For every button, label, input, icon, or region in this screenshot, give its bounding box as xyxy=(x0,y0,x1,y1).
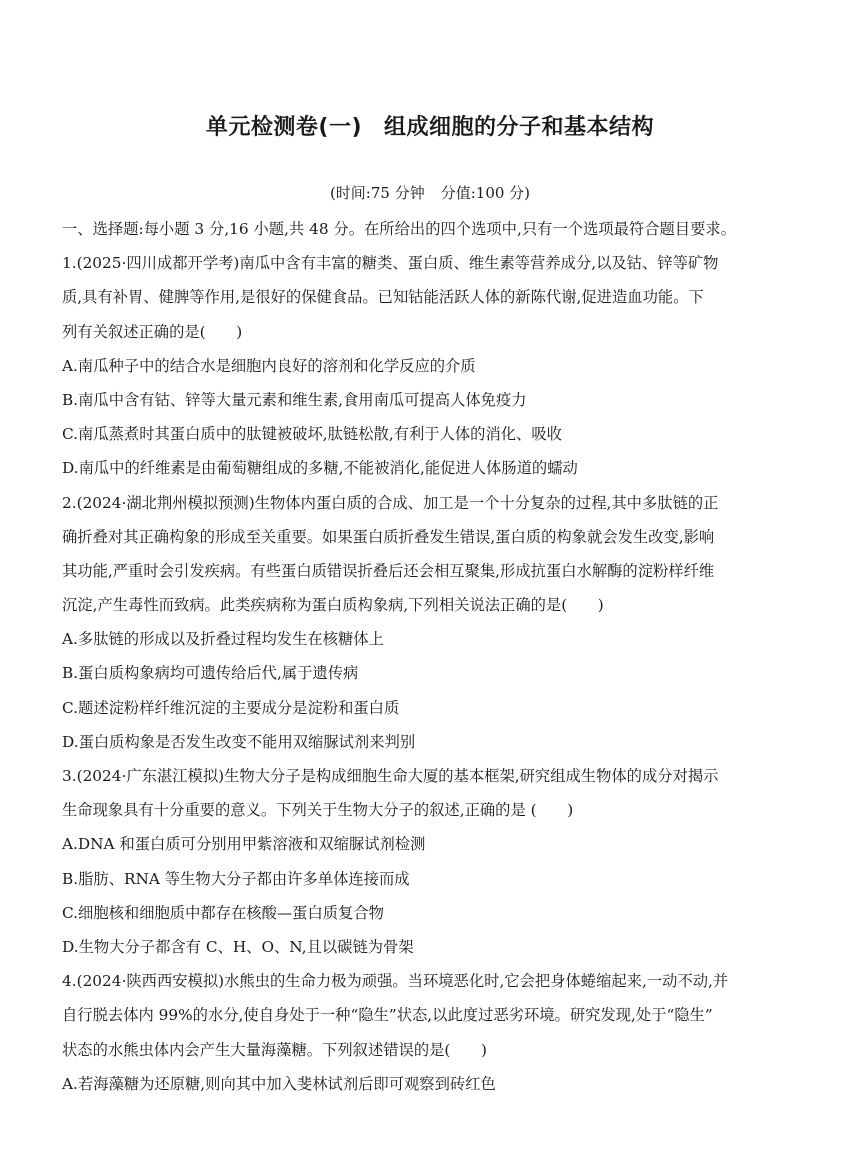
option-a: A.DNA 和蛋白质可分别用甲紫溶液和双缩脲试剂检测 xyxy=(62,835,426,854)
question-stem-line: 生命现象具有十分重要的意义。下列关于生物大分子的叙述,正确的是 ( ) xyxy=(62,801,574,820)
question-stem-line: 状态的水熊虫体内会产生大量海藻糖。下列叙述错误的是( ) xyxy=(62,1040,487,1059)
question-stem-line: 4.(2024·陕西西安模拟)水熊虫的生命力极为顽强。当环境恶化时,它会把身体蜷缩起来,一动不动,并 xyxy=(62,972,729,991)
option-b: B.南瓜中含有钴、锌等大量元素和维生素,食用南瓜可提高人体免疫力 xyxy=(62,390,527,409)
option-a: A.多肽链的形成以及折叠过程均发生在核糖体上 xyxy=(62,630,384,649)
question-stem-line: 其功能,严重时会引发疾病。有些蛋白质错误折叠后还会相互聚集,形成抗蛋白水解酶的淀粉样纤维 xyxy=(62,561,715,580)
total-score: 分值:100 分) xyxy=(440,184,531,202)
question-stem-line: 自行脱去体内 99%的水分,使自身处于一种“隐生”状态,以此度过恶劣环境。研究发现,处于“隐生” xyxy=(62,1006,713,1025)
section-heading: 一、选择题:每小题 3 分,16 小题,共 48 分。在所给出的四个选项中,只有一个选项最符合题目要求。 xyxy=(62,220,736,238)
option-b: B.脂肪、RNA 等生物大分子都由许多单体连接而成 xyxy=(62,869,410,888)
option-c: C.细胞核和细胞质中都存在核酸—蛋白质复合物 xyxy=(62,903,384,922)
page-title xyxy=(0,110,860,141)
question-1 xyxy=(62,246,802,485)
exam-meta xyxy=(0,182,860,203)
question-4 xyxy=(62,964,802,1101)
question-stem-line: 列有关叙述正确的是( ) xyxy=(62,322,243,341)
option-d: D.生物大分子都含有 C、H、O、N,且以碳链为骨架 xyxy=(62,937,414,956)
option-d: D.南瓜中的纤维素是由葡萄糖组成的多糖,不能被消化,能促进人体肠道的蠕动 xyxy=(62,459,578,478)
title-main: 单元检测卷(一) xyxy=(205,115,363,140)
option-d: D.蛋白质构象是否发生改变不能用双缩脲试剂来判别 xyxy=(62,732,416,751)
option-a: A.若海藻糖为还原糖,则向其中加入斐林试剂后即可观察到砖红色 xyxy=(62,1074,496,1093)
option-c: C.题述淀粉样纤维沉淀的主要成分是淀粉和蛋白质 xyxy=(62,698,400,717)
title-sub: 组成细胞的分子和基本结构 xyxy=(384,115,655,140)
question-stem-line: 2.(2024·湖北荆州模拟预测)生物体内蛋白质的合成、加工是一个十分复杂的过程,其中多肽链的正 xyxy=(62,493,719,512)
option-a: A.南瓜种子中的结合水是细胞内良好的溶剂和化学反应的介质 xyxy=(62,356,476,375)
option-b: B.蛋白质构象病均可遗传给后代,属于遗传病 xyxy=(62,664,359,683)
question-stem-line: 3.(2024·广东湛江模拟)生物大分子是构成细胞生命大厦的基本框架,研究组成生物体的成分对揭示 xyxy=(62,767,719,785)
question-stem-line: 沉淀,产生毒性而致病。此类疾病称为蛋白质构象病,下列相关说法正确的是( ) xyxy=(62,596,604,615)
question-stem-line: 质,具有补胃、健脾等作用,是很好的保健食品。已知钴能活跃人体的新陈代谢,促进造血功能。下 xyxy=(62,288,704,307)
question-3 xyxy=(62,759,802,964)
question-stem-line: 1.(2025·四川成都开学考)南瓜中含有丰富的糖类、蛋白质、维生素等营养成分,以及钴、锌等矿物 xyxy=(62,254,719,273)
option-c: C.南瓜蒸煮时其蛋白质中的肽键被破坏,肽链松散,有利于人体的消化、吸收 xyxy=(62,425,562,444)
question-stem-line: 确折叠对其正确构象的形成至关重要。如果蛋白质折叠发生错误,蛋白质的构象就会发生改变,影响 xyxy=(62,527,715,546)
exam-content xyxy=(62,212,802,1101)
question-2 xyxy=(62,486,802,760)
time-limit: (时间:75 分钟 xyxy=(329,184,425,202)
